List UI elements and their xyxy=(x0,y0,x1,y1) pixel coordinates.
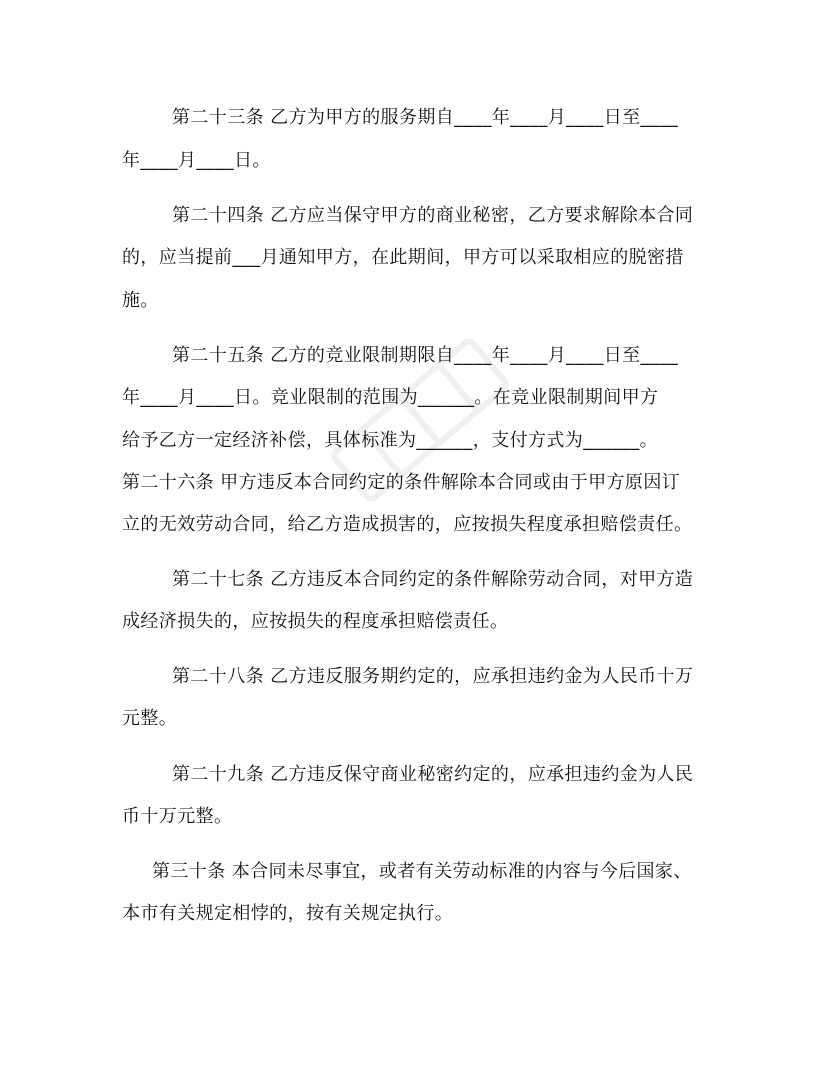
article-28-line-2: 元整。 xyxy=(122,708,178,729)
article-25-line-1: 第二十五条 乙方的竞业限制期限自____年____月____日至____ xyxy=(172,345,679,366)
article-23-line-2: 年____月____日。 xyxy=(122,150,271,171)
article-23-line-1: 第二十三条 乙方为甲方的服务期自____年____月____日至____ xyxy=(172,107,679,128)
watermark-icon xyxy=(300,300,540,540)
article-24-line-3: 施。 xyxy=(122,290,159,311)
article-30-line-1: 第三十条 本合同未尽事宜，或者有关劳动标准的内容与今后国家、 xyxy=(152,861,692,882)
article-26-line-1: 第二十六条 甲方违反本合同约定的条件解除本合同或由于甲方原因订 xyxy=(122,472,681,493)
article-24-line-2: 的，应当提前___月通知甲方，在此期间，甲方可以采取相应的脱密措 xyxy=(122,247,684,268)
article-30-line-2: 本市有关规定相悖的，按有关规定执行。 xyxy=(122,903,454,924)
article-25-line-2: 年____月____日。竞业限制的范围为______。在竞业限制期间甲方 xyxy=(122,387,659,408)
article-26-line-2: 立的无效劳动合同，给乙方造成损害的，应按损失程度承担赔偿责任。 xyxy=(122,514,693,535)
article-29-line-2: 币十万元整。 xyxy=(122,806,233,827)
article-29-line-1: 第二十九条 乙方违反保守商业秘密约定的，应承担违约金为人民 xyxy=(172,764,694,785)
article-27-line-1: 第二十七条 乙方违反本合同约定的条件解除劳动合同，对甲方造 xyxy=(172,569,694,590)
article-24-line-1: 第二十四条 乙方应当保守甲方的商业秘密，乙方要求解除本合同 xyxy=(172,205,694,226)
article-28-line-1: 第二十八条 乙方违反服务期约定的，应承担违约金为人民币十万 xyxy=(172,666,694,687)
article-25-line-3: 给予乙方一定经济补偿，具体标准为______，支付方式为______。 xyxy=(122,430,658,451)
article-27-line-2: 成经济损失的，应按损失的程度承担赔偿责任。 xyxy=(122,611,509,632)
